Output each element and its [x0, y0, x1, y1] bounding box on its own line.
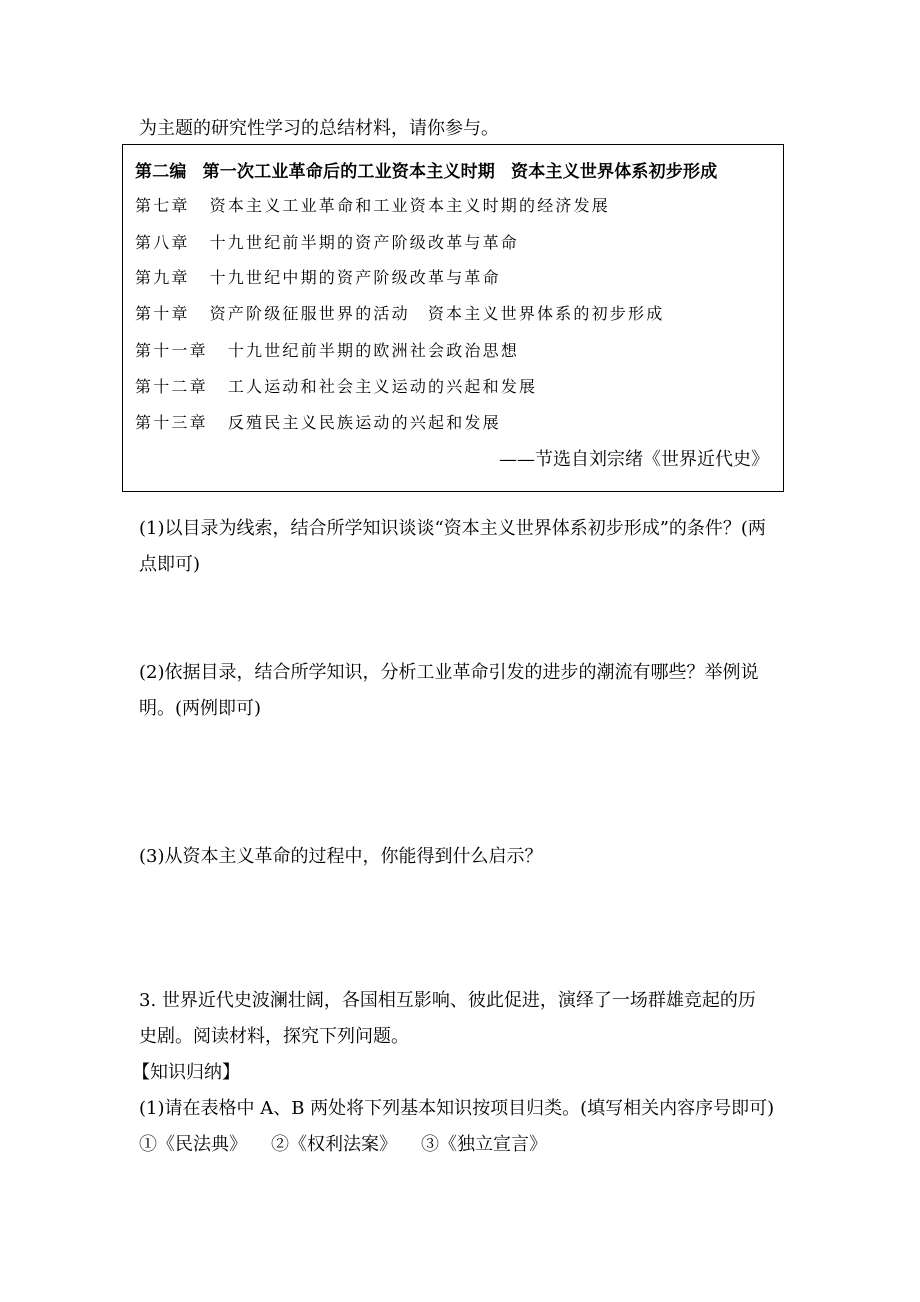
chapter-title: 资本主义工业革命和工业资本主义时期的经济发展	[209, 196, 611, 215]
toc-chapter	[135, 410, 501, 433]
chapter-title: 十九世纪中期的资产阶级改革与革命	[209, 268, 501, 287]
question-1-line: (1)以目录为线索，结合所学知识谈谈“资本主义世界体系初步形成”的条件？(两	[139, 518, 766, 539]
toc-chapter	[135, 230, 519, 253]
chapter-title: 资本主义世界体系的初步形成	[427, 304, 665, 323]
option-item: ①《民法典》	[139, 1134, 247, 1155]
chapter-number: 第八章	[135, 233, 190, 252]
chapter-number: 第十章	[135, 304, 190, 323]
chapter-title: 工人运动和社会主义运动的兴起和发展	[227, 377, 538, 396]
option-item: ③《独立宣言》	[421, 1134, 547, 1155]
chapter-number: 第九章	[135, 268, 190, 287]
toc-title-part: 第一次工业革命后的工业资本主义时期	[202, 162, 496, 182]
chapter-title: 资产阶级征服世界的活动	[209, 304, 410, 323]
table-of-contents-box	[122, 144, 784, 492]
sub-question-1: (1)请在表格中 A、B 两处将下列基本知识按项目归类。(填写相关内容序号即可)	[139, 1098, 775, 1119]
source-citation: ——节选自刘宗绪《世界近代史》	[499, 449, 769, 470]
chapter-number: 第七章	[135, 196, 190, 215]
section-heading: 【知识归纳】	[132, 1062, 240, 1083]
toc-chapter	[135, 193, 610, 216]
chapter-title: 十九世纪前半期的欧洲社会政治思想	[227, 341, 520, 360]
question-2-line: 明。(两例即可)	[139, 698, 262, 719]
chapter-number: 第十二章	[135, 377, 208, 396]
toc-title	[135, 157, 717, 182]
intro-text: 为主题的研究性学习的总结材料，请你参与。	[139, 118, 499, 139]
chapter-title: 反殖民主义民族运动的兴起和发展	[227, 413, 501, 432]
toc-title-part: 资本主义世界体系初步形成	[511, 162, 718, 182]
toc-chapter	[135, 265, 501, 288]
toc-chapter	[135, 374, 537, 397]
options-list	[139, 1134, 547, 1156]
toc-chapter	[135, 301, 664, 324]
toc-title-part: 第二编	[135, 162, 187, 182]
problem-3-line: 史剧。阅读材料，探究下列问题。	[139, 1026, 409, 1047]
question-1-line: 点即可)	[139, 554, 201, 575]
problem-3-line: 3. 世界近代史波澜壮阔，各国相互影响、彼此促进，演绎了一场群雄竞起的历	[139, 990, 756, 1011]
toc-chapter	[135, 338, 519, 361]
chapter-number: 第十三章	[135, 413, 208, 432]
question-2-line: (2)依据目录，结合所学知识，分析工业革命引发的进步的潮流有哪些？举例说	[139, 662, 759, 683]
question-3: (3)从资本主义革命的过程中，你能得到什么启示？	[139, 846, 543, 867]
chapter-number: 第十一章	[135, 341, 208, 360]
chapter-title: 十九世纪前半期的资产阶级改革与革命	[209, 233, 520, 252]
option-item: ②《权利法案》	[271, 1134, 397, 1155]
